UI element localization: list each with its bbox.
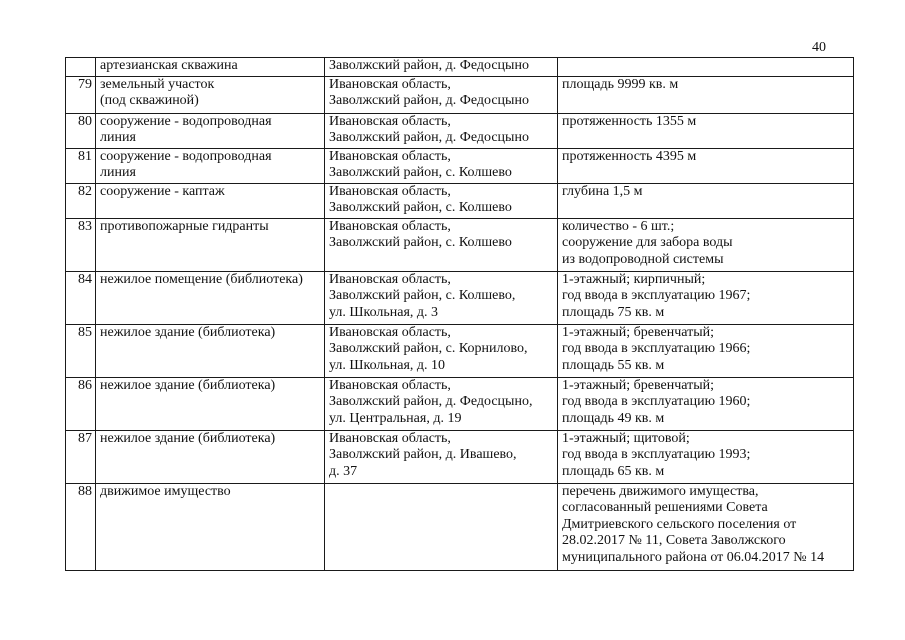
property-details: 1-этажный; щитовой; год ввода в эксплуатацию 1993; площадь 65 кв. м: [558, 430, 854, 483]
row-number: 84: [66, 271, 96, 324]
property-details: перечень движимого имущества, согласованный решениями Совета Дмитриевского сельского поселения от 28.02.2017 № 11, Совета Заволжского муниципального района от 06.04.2017 № 14: [558, 483, 854, 570]
property-details: 1-этажный; бревенчатый; год ввода в эксплуатацию 1960; площадь 49 кв. м: [558, 377, 854, 430]
row-number: 83: [66, 218, 96, 271]
property-details: 1-этажный; кирпичный; год ввода в эксплуатацию 1967; площадь 75 кв. м: [558, 271, 854, 324]
property-address: Ивановская область, Заволжский район, д. Ивашево, д. 37: [325, 430, 558, 483]
property-registry-table: [65, 57, 854, 571]
property-name: движимое имущество: [96, 483, 325, 570]
property-address: Ивановская область, Заволжский район, д. Федосцыно, ул. Центральная, д. 19: [325, 377, 558, 430]
property-address: [325, 483, 558, 570]
property-name: сооружение - водопроводная линия: [96, 148, 325, 183]
property-details: площадь 9999 кв. м: [558, 76, 854, 113]
property-name: нежилое помещение (библиотека): [96, 271, 325, 324]
property-name: противопожарные гидранты: [96, 218, 325, 271]
row-number: 88: [66, 483, 96, 570]
property-address: Ивановская область, Заволжский район, д. Федосцыно: [325, 76, 558, 113]
table-row: [66, 271, 854, 324]
table-row: [66, 148, 854, 183]
table-row: [66, 483, 854, 570]
property-name: артезианская скважина: [96, 58, 325, 77]
table-row: [66, 183, 854, 218]
property-name: сооружение - каптаж: [96, 183, 325, 218]
property-details: [558, 58, 854, 77]
table-row: [66, 324, 854, 377]
property-address: Ивановская область, Заволжский район, с. Колшево: [325, 148, 558, 183]
row-number: 79: [66, 76, 96, 113]
property-name: нежилое здание (библиотека): [96, 430, 325, 483]
property-details: протяженность 1355 м: [558, 113, 854, 148]
table-row: [66, 218, 854, 271]
property-address: Ивановская область, Заволжский район, с. Колшево: [325, 183, 558, 218]
property-address: Ивановская область, Заволжский район, с. Корнилово, ул. Школьная, д. 10: [325, 324, 558, 377]
table-row: [66, 113, 854, 148]
row-number: 80: [66, 113, 96, 148]
row-number: [66, 58, 96, 77]
property-address: Ивановская область, Заволжский район, с. Колшево, ул. Школьная, д. 3: [325, 271, 558, 324]
property-details: количество - 6 шт.; сооружение для забора воды из водопроводной системы: [558, 218, 854, 271]
property-details: протяженность 4395 м: [558, 148, 854, 183]
row-number: 86: [66, 377, 96, 430]
row-number: 82: [66, 183, 96, 218]
table-row: [66, 430, 854, 483]
row-number: 87: [66, 430, 96, 483]
table-row: [66, 377, 854, 430]
table-row: [66, 58, 854, 77]
property-details: глубина 1,5 м: [558, 183, 854, 218]
row-number: 81: [66, 148, 96, 183]
property-address: Ивановская область, Заволжский район, д. Федосцыно: [325, 113, 558, 148]
table-row: [66, 76, 854, 113]
property-name: сооружение - водопроводная линия: [96, 113, 325, 148]
property-address: Ивановская область, Заволжский район, с. Колшево: [325, 218, 558, 271]
property-address: Заволжский район, д. Федосцыно: [325, 58, 558, 77]
row-number: 85: [66, 324, 96, 377]
property-name: нежилое здание (библиотека): [96, 377, 325, 430]
property-name: нежилое здание (библиотека): [96, 324, 325, 377]
property-name: земельный участок (под скважиной): [96, 76, 325, 113]
page-number: 40: [812, 40, 826, 55]
property-details: 1-этажный; бревенчатый; год ввода в эксплуатацию 1966; площадь 55 кв. м: [558, 324, 854, 377]
